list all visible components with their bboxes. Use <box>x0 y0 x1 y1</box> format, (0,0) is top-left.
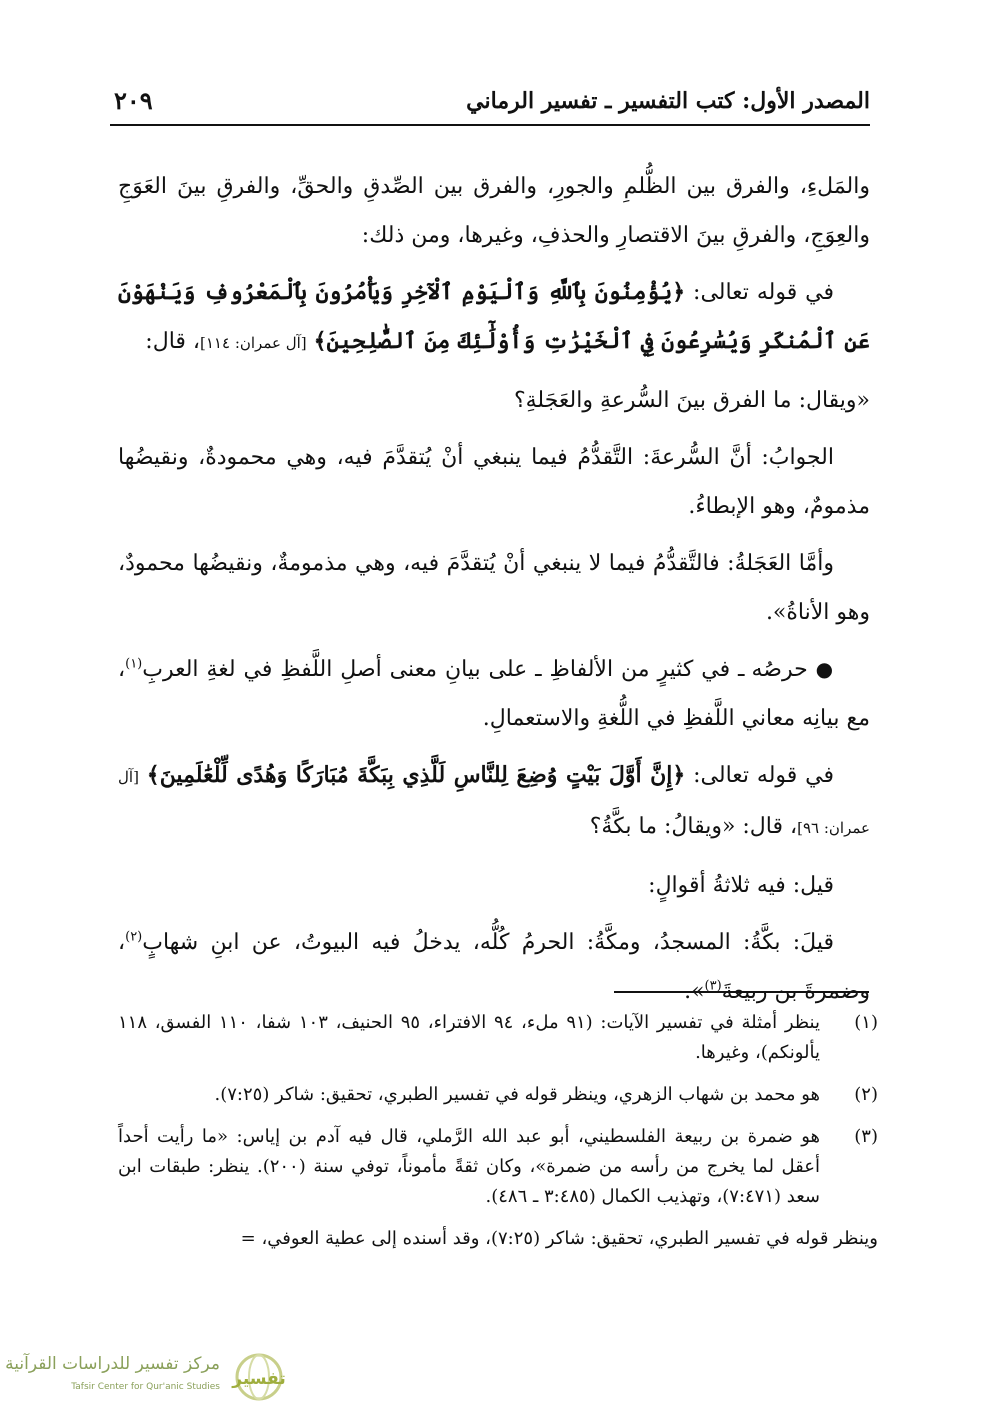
paragraph-4: الجوابُ: أنَّ السُّرعةَ: التَّقدُّمُ فيما ينبغي أنْ يُتقدَّمَ فيه، وهي محمودةٌ، ونقيضُها مذمومٌ، وهو الإبطاءُ. <box>118 445 870 519</box>
quran-verse-2: ﴿إِنَّ أَوَّلَ بَيْتٍ وُضِعَ لِلنَّاسِ لَلَّذِي بِبَكَّةَ مُبَارَكًا وَهُدًى لِّلْعَٰلَمِينَ﴾ <box>146 762 686 788</box>
footnote-ref-3[interactable]: (٣) <box>704 978 722 994</box>
quran-verse: ﴿يُؤْمِنُونَ بِٱللَّهِ وَٱلْيَوْمِ ٱلْآخِرِ وَيَأْمُرُونَ بِٱلْمَعْرُوفِ وَيَنْهَوْنَ عَنِ ٱلْمُنكَرِ وَيُسَٰرِعُونَ فِي ٱلْخَيْرَٰتِ وَأُوْلَٰٓئِكَ مِنَ ٱلصَّٰلِحِينَ﴾ <box>118 279 870 354</box>
footnote-continuation: وينظر قوله في تفسير الطبري، تحقيق: شاكر (٧:٢٥)، وقد أسنده إلى عطية العوفي، = <box>240 1228 878 1249</box>
footnote-number: (١) <box>854 1012 878 1033</box>
p9-text-c: ». <box>684 979 705 1004</box>
paragraph-9 <box>118 918 870 1016</box>
p9-text-b: ، وضمرةَ بن ربيعةَ <box>118 930 870 1004</box>
paragraph-1: والمَلءِ، والفرق بين الظُّلمِ والجورِ، والفرق بين الصِّدقِ والحقِّ، والفرقِ بينَ العَوَجِ والعِوَجِ، والفرقِ بينَ الاقتصارِ والحذفِ، وغيرها، ومن ذلك: <box>118 174 870 248</box>
paragraph-7 <box>118 751 870 853</box>
header-rule <box>110 124 870 126</box>
running-title: المصدر الأول: كتب التفسير ـ تفسير الرماني <box>466 88 870 114</box>
paragraph-8: قيل: فيه ثلاثةُ أقوالٍ: <box>648 873 834 898</box>
footnote-number: (٢) <box>854 1084 878 1105</box>
footnote-text: هو محمد بن شهاب الزهري، وينظر قوله في تفسير الطبري، تحقيق: شاكر (٧:٢٥). <box>214 1084 820 1105</box>
footnote-text: هو ضمرة بن ربيعة الفلسطيني، أبو عبد الله الرَّملي، قال فيه آدم بن إياس: «ما رأيت أحداً أعقل لما يخرج من رأسه من ضمرة»، وكان ثقةً مأموناً، توفي سنة (٢٠٠). ينظر: طبقات ابن سعد (٧:٤٧١)، وتهذيب الكمال (٣:٤٨٥ ـ ٤٨٦). <box>118 1126 820 1207</box>
paragraph-3: «ويقال: ما الفرق بينَ السُّرعةِ والعَجَلةِ؟ <box>513 388 870 413</box>
footnote-ref-1[interactable]: (١) <box>125 656 143 672</box>
quote-tail: ، قال: <box>145 329 201 354</box>
paragraph-5: وأمَّا العَجَلةُ: فالتَّقدُّمُ فيما لا ينبغي أنْ يُتقدَّمَ فيه، وهي مذمومةٌ، ونقيضُها محمودٌ، وهو الأناةُ». <box>118 551 870 625</box>
paragraph-2 <box>118 268 870 368</box>
footnote-2 <box>118 1080 878 1110</box>
logo-english-name: Tafsir Center for Qur'anic Studies <box>71 1382 220 1392</box>
tafsir-center-logo <box>5 1350 290 1406</box>
footnotes <box>118 1008 878 1254</box>
tafsir-logo-icon <box>228 1352 290 1402</box>
bullet-text-a: حرصُه ـ في كثيرٍ من الألفاظِ ـ على بيانِ معنى أصلِ اللَّفظِ في لغةِ العربِ <box>142 657 808 682</box>
verse-reference: [آل عمران: ١١٤] <box>200 334 307 352</box>
logo-arabic-name: مركز تفسير للدراسات القرآنية <box>5 1354 220 1374</box>
page-number: ٢٠٩ <box>114 86 153 115</box>
footnote-1 <box>118 1008 878 1068</box>
footnote-ref-2[interactable]: (٢) <box>125 929 143 945</box>
bullet-text-b: ، مع بيانِه معاني اللَّفظِ في اللُّغةِ والاستعمالِ. <box>118 657 870 731</box>
logo-mark-text: تفسير <box>232 1369 286 1389</box>
p9-text-a: قيلَ: بكَّةُ: المسجدُ، ومكَّةُ: الحرمُ كُلُّه، يدخلُ فيه البيوتُ، عن ابنِ شهابٍ <box>142 930 834 955</box>
quote-tail-2: ، قال: «ويقالُ: ما بكَّةُ؟ <box>589 814 798 839</box>
page-header <box>110 86 870 126</box>
quote-intro-2: في قوله تعالى: <box>693 763 834 788</box>
verse-reference-2: [آل عمران: ٩٦] <box>118 768 870 837</box>
bullet-icon: ● <box>815 657 835 681</box>
footnote-text: ينظر أمثلة في تفسير الآيات: (٩١ ملء، ٩٤ الافتراء، ٩٥ الحنيف، ١٠٣ شفا، ١١٠ الفسق، ١١٨ يألونكم)، وغيرها. <box>118 1012 820 1063</box>
footnote-3 <box>118 1122 878 1212</box>
paragraph-6 <box>118 645 870 743</box>
footnote-number: (٣) <box>854 1126 878 1147</box>
quote-intro: في قوله تعالى: <box>693 280 834 305</box>
main-text <box>118 162 870 1024</box>
footnote-rule <box>614 991 869 993</box>
